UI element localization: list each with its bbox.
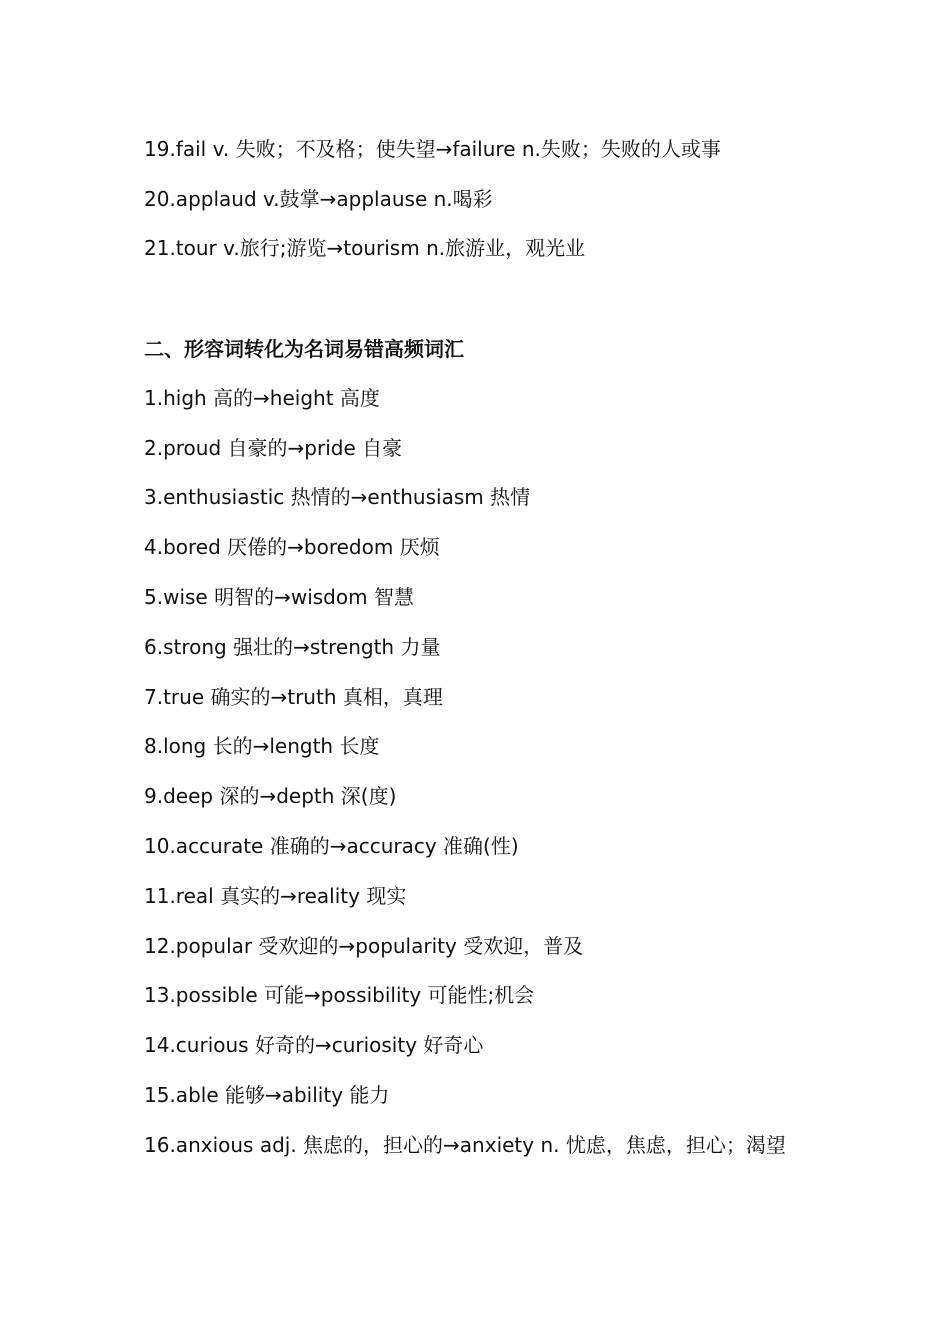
vocab-item-3: 3.enthusiastic 热情的→enthusiasm 热情 [144, 485, 531, 509]
vocab-item-15: 15.able 能够→ability 能力 [144, 1083, 390, 1107]
vocab-item-10: 10.accurate 准确的→accuracy 准确(性) [144, 834, 519, 858]
vocab-item-20: 20.applaud v.鼓掌→applause n.喝彩 [144, 187, 493, 211]
vocab-item-7: 7.true 确实的→truth 真相，真理 [144, 685, 443, 709]
vocab-item-12: 12.popular 受欢迎的→popularity 受欢迎，普及 [144, 934, 584, 958]
vocab-item-8: 8.long 长的→length 长度 [144, 734, 380, 758]
section-heading: 二、形容词转化为名词易错高频词汇 [144, 337, 464, 361]
vocab-item-21: 21.tour v.旅行;游览→tourism n.旅游业，观光业 [144, 236, 586, 260]
vocab-item-1: 1.high 高的→height 高度 [144, 386, 380, 410]
vocab-item-4: 4.bored 厌倦的→boredom 厌烦 [144, 535, 440, 559]
vocab-item-16: 16.anxious adj. 焦虑的，担心的→anxiety n. 忧虑，焦虑，担心；渴望 [144, 1133, 786, 1157]
vocab-item-13: 13.possible 可能→possibility 可能性;机会 [144, 983, 535, 1007]
vocab-item-11: 11.real 真实的→reality 现实 [144, 884, 407, 908]
vocab-item-2: 2.proud 自豪的→pride 自豪 [144, 436, 403, 460]
vocab-item-19: 19.fail v. 失败；不及格；使失望→failure n.失败；失败的人或事 [144, 137, 721, 161]
vocab-item-6: 6.strong 强壮的→strength 力量 [144, 635, 441, 659]
vocab-item-9: 9.deep 深的→depth 深(度) [144, 784, 397, 808]
vocab-item-5: 5.wise 明智的→wisdom 智慧 [144, 585, 414, 609]
vocab-item-14: 14.curious 好奇的→curiosity 好奇心 [144, 1033, 484, 1057]
